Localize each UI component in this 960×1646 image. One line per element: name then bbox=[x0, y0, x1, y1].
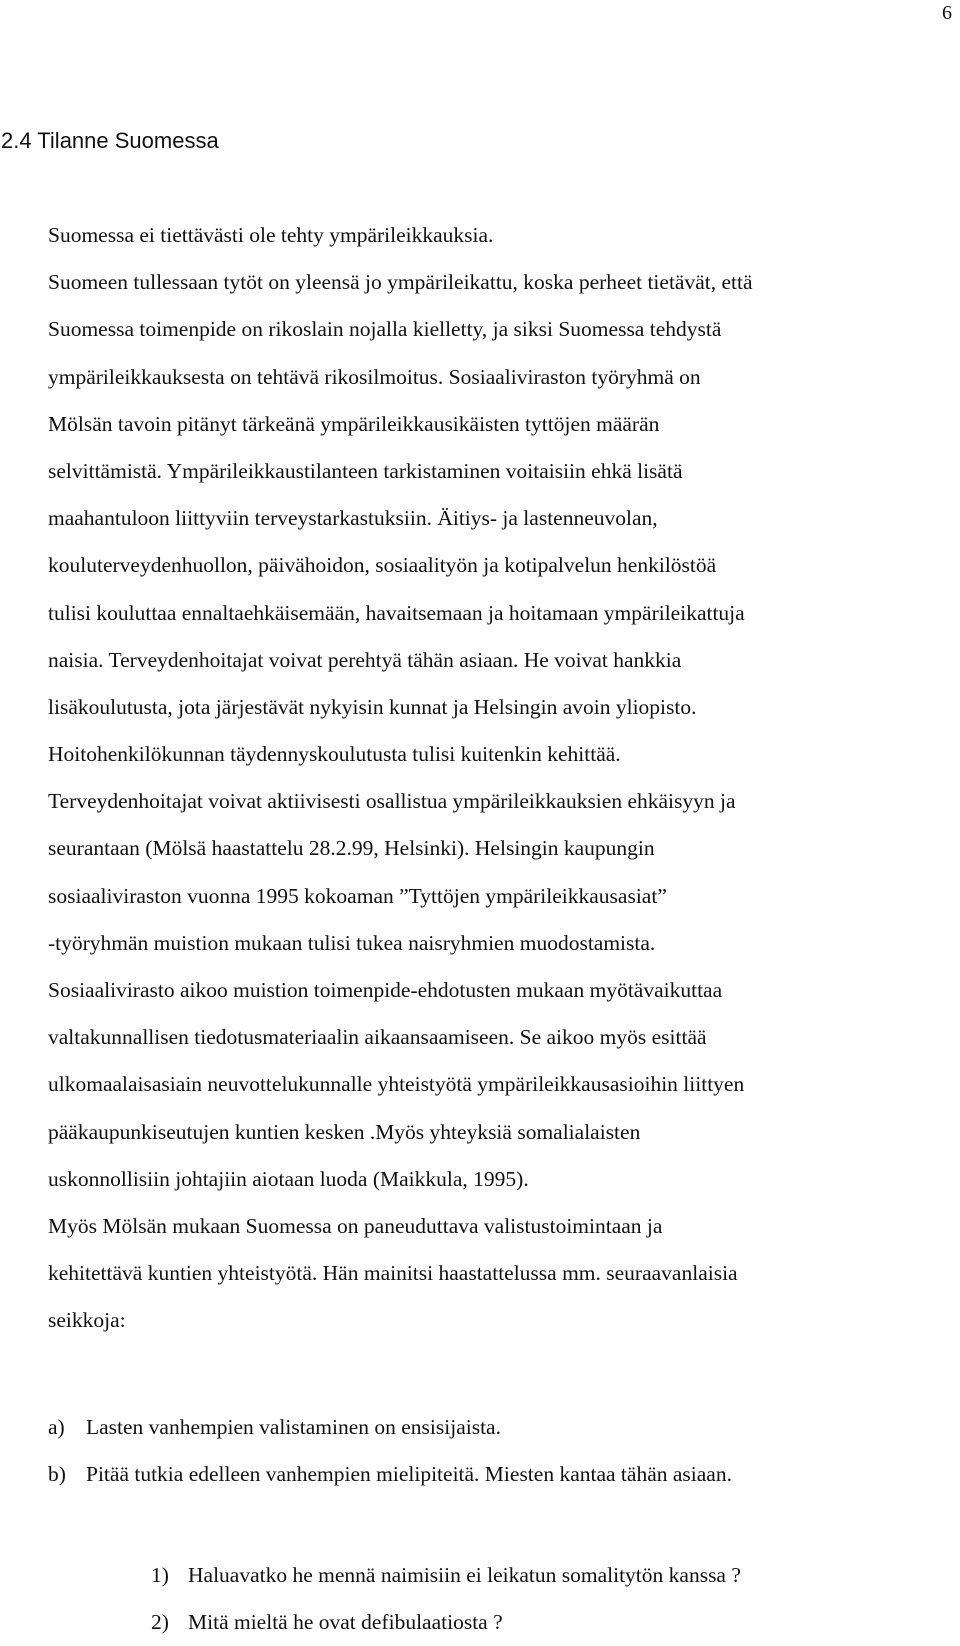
paragraph-line: naisia. Terveydenhoitajat voivat perehtyä tähän asiaan. He voivat hankkia bbox=[48, 647, 682, 672]
paragraph-line: maahantuloon liittyviin terveystarkastuksiin. Äitiys- ja lastenneuvolan, bbox=[48, 506, 658, 531]
paragraph-line: Myös Mölsän mukaan Suomessa on paneuduttava valistustoimintaan ja bbox=[48, 1213, 663, 1238]
paragraph-line: lisäkoulutusta, jota järjestävät nykyisin kunnat ja Helsingin avoin yliopisto. bbox=[48, 694, 697, 719]
lettered-list-item bbox=[48, 1451, 948, 1498]
paragraph-line: ulkomaalaisasiain neuvottelukunnalle yhteistyötä ympärileikkausasioihin liittyen bbox=[48, 1072, 745, 1097]
page-number: 6 bbox=[942, 2, 952, 24]
paragraph-line: pääkaupunkiseutujen kuntien kesken .Myös yhteyksiä somalialaisten bbox=[48, 1119, 641, 1144]
paragraph-line: kehitettävä kuntien yhteistyötä. Hän mainitsi haastattelussa mm. seuraavanlaisia bbox=[48, 1261, 738, 1286]
paragraph-line: Suomessa toimenpide on rikoslain nojalla kielletty, ja siksi Suomessa tehdystä bbox=[48, 317, 722, 342]
paragraph-line: Hoitohenkilökunnan täydennyskoulutusta tulisi kuitenkin kehittää. bbox=[48, 742, 621, 767]
numbered-list-item bbox=[151, 1599, 941, 1646]
numbered-list bbox=[151, 1552, 941, 1646]
paragraph-line: seikkoja: bbox=[48, 1308, 126, 1333]
paragraph-line: valtakunnallisen tiedotusmateriaalin aikaansaamiseen. Se aikoo myös esittää bbox=[48, 1025, 707, 1050]
paragraph-line: selvittämistä. Ympärileikkaustilanteen tarkistaminen voitaisiin ehkä lisätä bbox=[48, 458, 683, 483]
paragraph-line: uskonnollisiin johtajiin aiotaan luoda (Maikkula, 1995). bbox=[48, 1166, 529, 1191]
lettered-list-item bbox=[48, 1404, 948, 1451]
lettered-list bbox=[48, 1404, 948, 1498]
list-marker: 2) bbox=[151, 1610, 169, 1634]
paragraph-line: -työryhmän muistion mukaan tulisi tukea naisryhmien muodostamista. bbox=[48, 930, 656, 955]
paragraph-line: kouluterveydenhuollon, päivähoidon, sosiaalityön ja kotipalvelun henkilöstöä bbox=[48, 553, 717, 578]
list-marker: b) bbox=[48, 1462, 66, 1486]
list-item-text: Haluavatko he mennä naimisiin ei leikatun somalitytön kanssa ? bbox=[188, 1563, 741, 1587]
paragraph-line: sosiaaliviraston vuonna 1995 kokoaman ”Tyttöjen ympärileikkausasiat” bbox=[48, 883, 667, 908]
paragraph-line: Suomeen tullessaan tytöt on yleensä jo ympärileikattu, koska perheet tietävät, että bbox=[48, 270, 753, 295]
numbered-list-item bbox=[151, 1552, 941, 1599]
paragraph-line: Sosiaalivirasto aikoo muistion toimenpide-ehdotusten mukaan myötävaikuttaa bbox=[48, 978, 723, 1002]
paragraph-line: Mölsän tavoin pitänyt tärkeänä ympärileikkausikäisten tyttöjen määrän bbox=[48, 411, 660, 436]
paragraph-line: Terveydenhoitajat voivat aktiivisesti osallistua ympärileikkauksien ehkäisyyn ja bbox=[48, 789, 736, 814]
paragraph-line: Suomessa ei tiettävästi ole tehty ympärileikkauksia. bbox=[48, 223, 494, 247]
paragraph-line: ympärileikkauksesta on tehtävä rikosilmoitus. Sosiaaliviraston työryhmä on bbox=[48, 364, 701, 389]
paragraph-line: seurantaan (Mölsä haastattelu 28.2.99, Helsinki). Helsingin kaupungin bbox=[48, 836, 655, 861]
list-marker: a) bbox=[48, 1415, 65, 1439]
body-paragraph bbox=[48, 212, 948, 1345]
list-item-text: Mitä mieltä he ovat defibulaatiosta ? bbox=[188, 1610, 503, 1634]
paragraph-line: tulisi kouluttaa ennaltaehkäisemään, havaitsemaan ja hoitamaan ympärileikattuja bbox=[48, 600, 745, 625]
list-item-text: Lasten vanhempien valistaminen on ensisijaista. bbox=[86, 1415, 501, 1439]
list-marker: 1) bbox=[151, 1563, 169, 1587]
list-item-text: Pitää tutkia edelleen vanhempien mielipiteitä. Miesten kantaa tähän asiaan. bbox=[86, 1462, 732, 1486]
section-heading: 2.4 Tilanne Suomessa bbox=[1, 128, 219, 153]
